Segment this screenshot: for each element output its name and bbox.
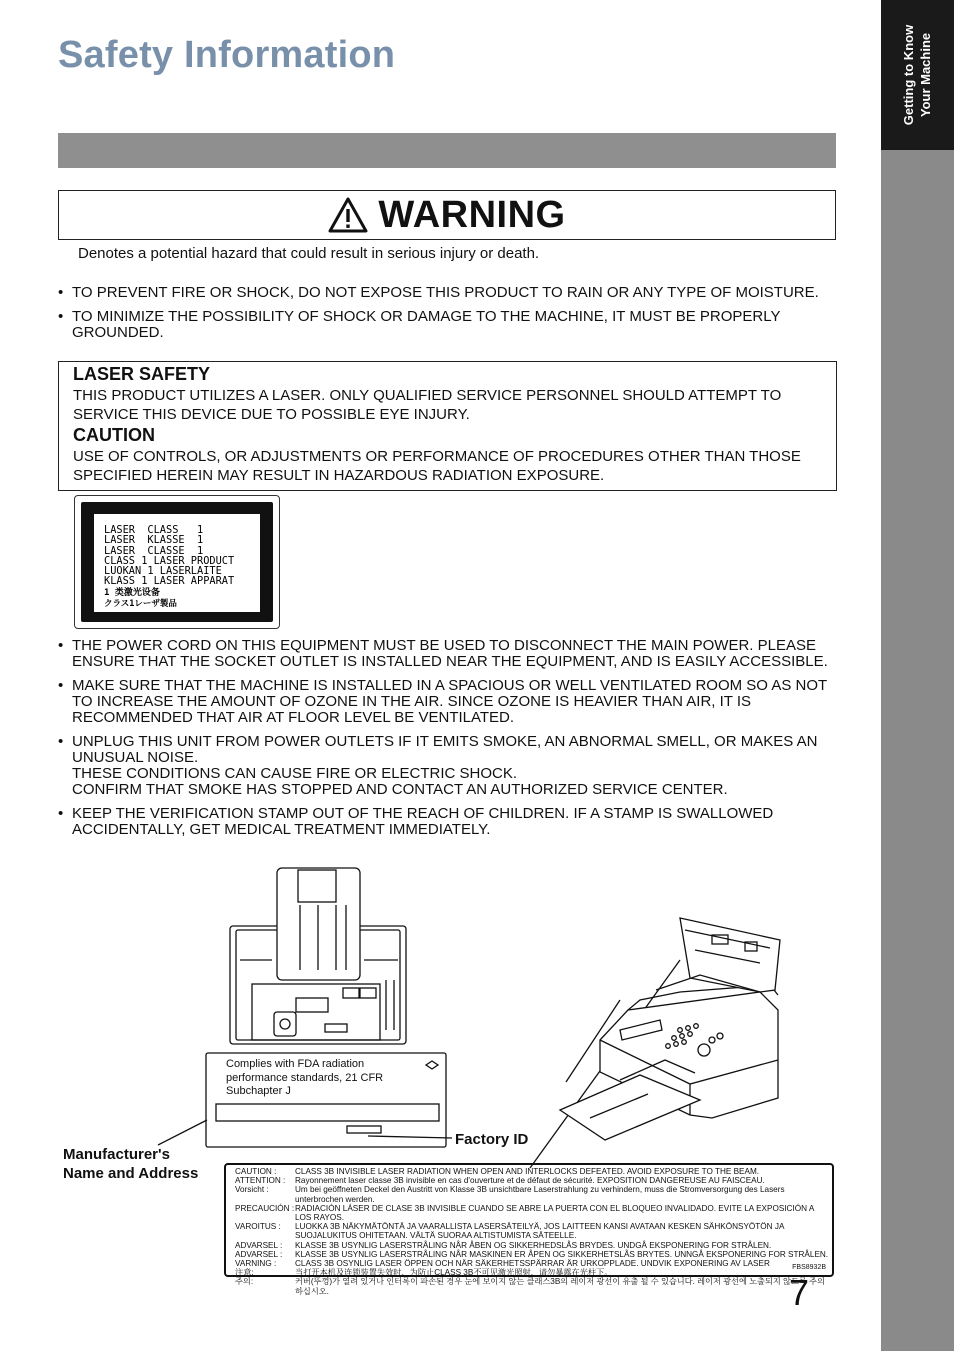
caution-row-key: VARNING :	[235, 1259, 277, 1269]
caution-text: USE OF CONTROLS, OR ADJUSTMENTS OR PERFORMANCE OF PROCEDURES OTHER THAN THOSE SPECIFIED HEREIN MAY RESULT IN HAZARDOUS RADIATION EXPOSURE.	[73, 448, 801, 484]
manufacturer-label: Manufacturer's Name and Address	[63, 1146, 199, 1182]
caution-row-key: Vorsicht :	[235, 1185, 269, 1195]
label-line: クラス1レーザ製品	[104, 598, 177, 609]
caution-row-text: CLASS 3B OSYNLIG LASER ÖPPEN OCH NÄR SÄKERHETSSPÄRRAR ÄR URKOPPLADE. UNDVIK EXPONERING AV LASER	[295, 1259, 770, 1269]
bullet-item: • THE POWER CORD ON THIS EQUIPMENT MUST BE USED TO DISCONNECT THE MAIN POWER. PLEASE ENSURE THAT THE SOCKET OUTLET IS INSTALLED NEAR THE EQUIPMENT, AND IS EASILY ACCESSIBLE.	[58, 638, 838, 670]
caution-row	[226, 1176, 832, 1185]
label-code: FBS8932B	[792, 1263, 826, 1271]
label-line: LASER CLASS 1	[104, 524, 204, 536]
caution-row-text: LUOKKA 3B NÄKYMÄTÖNTÄ JA VAARALLISTA LASERSÄTEILYÄ, JOS LAITTEEN KANSI AVATAAN KESKEN SÄHKÖNSYÖTÖN JA SUOJALUKITUS OHITETAAN. VÄLTÄ SUORAA ALTISTUMISTA SÄTEELLE.	[295, 1222, 784, 1241]
warning-heading: WARNING	[378, 193, 566, 236]
caution-row	[226, 1204, 832, 1222]
caution-row-text: KLASSE 3B USYNLIG LASERSTRÅLING NÅR MASKINEN ER ÅPEN OG SIKKERHETSLÅS BRYTES. UNNGÅ EKSPONERING FOR STRÅLEN.	[295, 1249, 829, 1259]
label-line: KLASS 1 LASER APPARAT	[104, 575, 235, 588]
laser-safety-heading: LASER SAFETY	[73, 364, 211, 384]
bullet-item: • TO PREVENT FIRE OR SHOCK, DO NOT EXPOSE THIS PRODUCT TO RAIN OR ANY TYPE OF MOISTURE.	[58, 285, 838, 301]
caution-row-text: RADIACIÓN LÁSER DE CLASE 3B INVISIBLE CUANDO SE ABRE LA PUERTA CON EL BLOQUEO INVALIDADO. EVITE LA EXPOSICIÓN A LOS RAYOS.	[295, 1203, 814, 1223]
caution-row-key: ATTENTION :	[235, 1176, 286, 1186]
caution-row-text: Rayonnement laser classe 3B invisible en cas d'ouverture et de défaut de sécurité. EXPOSITION DANGEREUSE AU FAISCEAU.	[295, 1176, 765, 1186]
laser-caution-label	[224, 1163, 834, 1296]
caution-row-key: 注意:	[235, 1268, 254, 1278]
caution-row	[226, 1277, 832, 1295]
bullet-item: • UNPLUG THIS UNIT FROM POWER OUTLETS IF IT EMITS SMOKE, AN ABNORMAL SMELL, OR MAKES AN UNUSUAL NOISE. THESE CONDITIONS CAN CAUSE FIRE OR ELECTRIC SHOCK. CONFIRM THAT SMOKE HAS STOPPED AND CONTACT AN AUTHORIZED SERVICE CENTER.	[58, 734, 838, 798]
caution-row	[226, 1250, 832, 1259]
caution-row-key: VAROITUS :	[235, 1222, 281, 1232]
bullet-item: • KEEP THE VERIFICATION STAMP OUT OF THE REACH OF CHILDREN. IF A STAMP IS SWALLOWED ACCIDENTALLY, GET MEDICAL TREATMENT IMMEDIATELY.	[58, 806, 838, 838]
label-line: 1 类激光设备	[104, 587, 160, 598]
bullet-item: • MAKE SURE THAT THE MACHINE IS INSTALLED IN A SPACIOUS OR WELL VENTILATED ROOM SO AS NOT TO INCREASE THE AMOUNT OF OZONE IN THE AIR. SINCE OZONE IS HEAVIER THAN AIR, IT IS RECOMMENDED THAT AIR AT FLOOR LEVEL BE VENTILATED.	[58, 678, 838, 726]
page-number: 7	[789, 1272, 810, 1313]
label-line: CLASS 1 LASER PRODUCT	[104, 554, 235, 567]
caution-row	[226, 1167, 832, 1176]
caution-heading: CAUTION	[73, 425, 155, 445]
open-lid	[680, 918, 780, 992]
caution-row-text: CLASS 3B INVISIBLE LASER RADIATION WHEN OPEN AND INTERLOCKS DEFEATED. AVOID EXPOSURE TO THE BEAM.	[295, 1167, 760, 1176]
caution-row	[226, 1222, 832, 1240]
caution-row-text: Um bei geöffneten Deckel den Austritt von Klasse 3B unsichtbare Laserstrahlung zu verhindern, muss die Stromversorgung des Lasers unterbrochen werden.	[295, 1185, 785, 1204]
laser-safety-text: THIS PRODUCT UTILIZES A LASER. ONLY QUALIFIED SERVICE PERSONNEL SHOULD ATTEMPT TO SERVICE THIS DEVICE DUE TO POSSIBLE EYE INJURY.	[73, 387, 782, 423]
caution-row-text: 当打开本机及连锁装置失效时，为防止CLASS 3B不可见激光照射，请勿暴露在光柱下。	[295, 1268, 613, 1278]
caution-row-text: 커버(뚜껑)가 열려 있거나 인터록이 파손된 경우 눈에 보이지 않는 클래스3B의 레이저 광선이 유출 될 수 있습니다. 레이저 광선에 노출되지 않도록 주의 하십시오.	[295, 1277, 825, 1296]
fda-compliance-text: Complies with FDA radiation performance standards, 21 CFR Subchapter J	[226, 1058, 384, 1097]
caution-row-key: 주의:	[235, 1277, 254, 1287]
factory-id-label: Factory ID	[455, 1131, 529, 1148]
label-line: LUOKAN 1 LASERLAITE	[104, 565, 222, 578]
caution-row-key: ADVARSEL :	[235, 1249, 283, 1259]
caution-row	[226, 1259, 832, 1268]
label-line: LASER CLASSE 1	[104, 544, 204, 557]
warning-description: Denotes a potential hazard that could result in serious injury or death.	[78, 245, 540, 262]
bullet-item: • TO MINIMIZE THE POSSIBILITY OF SHOCK OR DAMAGE TO THE MACHINE, IT MUST BE PROPERLY GROUNDED.	[58, 309, 838, 341]
caution-row-key: PRECAUCIÓN :	[235, 1203, 295, 1213]
caution-row	[226, 1241, 832, 1250]
caution-row	[226, 1185, 832, 1203]
caution-row-key: ADVARSEL :	[235, 1240, 283, 1250]
side-tab-label: Getting to Know Your Machine	[901, 24, 934, 126]
page-title: Safety Information	[58, 34, 396, 76]
caution-row-text: KLASSE 3B USYNLIG LASERSTRÅLING NÅR ÅBEN OG SIKKERHEDSLÅS BRYDES. UNDGÅ EKSPONERING FOR STRÅLEN.	[295, 1240, 772, 1250]
label-line: LASER KLASSE 1	[104, 534, 204, 547]
caution-row-key: CAUTION :	[235, 1167, 277, 1176]
